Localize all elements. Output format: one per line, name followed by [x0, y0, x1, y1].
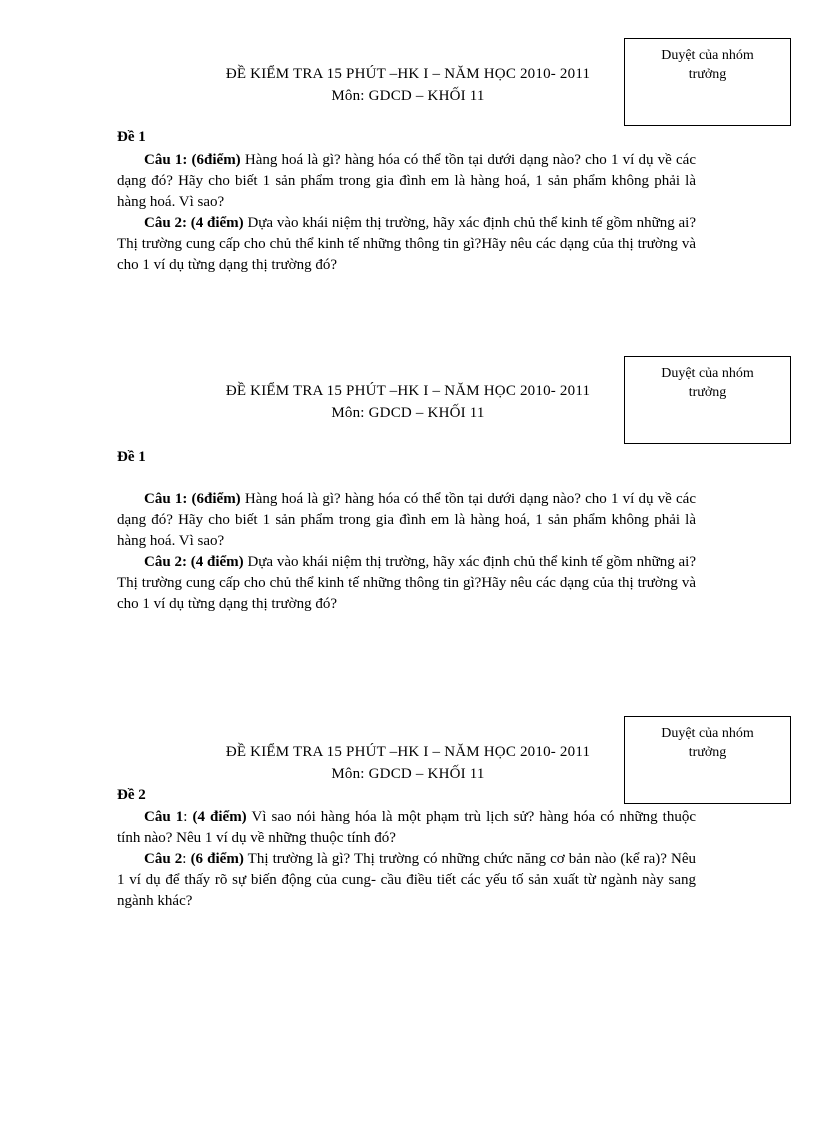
approval-box	[624, 356, 791, 444]
question-1-label: Câu 1: (6điểm)	[144, 152, 241, 168]
exam-title: ĐỀ KIỂM TRA 15 PHÚT –HK I – NĂM HỌC 2010- 2011	[225, 744, 591, 760]
question-2-text: Dựa vào khái niệm thị trường, hãy xác định chủ thể kinh tế gồm những ai? Thị trường cung cấp cho chủ thể kinh tế những thông tin gì?Hãy nêu các dạng của thị trường và cho 1 ví dụ từng dạng thị trường đó?	[117, 554, 696, 612]
approval-line1: Duyệt của nhóm	[661, 48, 754, 63]
approval-line1: Duyệt của nhóm	[661, 366, 754, 381]
question-1	[117, 150, 696, 213]
exam-variant-label: Đề 2	[117, 787, 146, 803]
question-2	[117, 213, 696, 276]
question-2-label: Câu 2: (4 điểm)	[144, 215, 244, 231]
approval-line2: trưởng	[688, 67, 727, 82]
question-1-text: Vì sao nói hàng hóa là một phạm trù lịch sử? hàng hóa có những thuộc tính nào? Nêu 1 ví dụ về những thuộc tính đó?	[117, 809, 696, 846]
question-1-colon: :	[183, 809, 193, 825]
question-2-label: Câu 2: (4 điểm)	[144, 554, 244, 570]
question-1-text: Hàng hoá là gì? hàng hóa có thể tồn tại dưới dạng nào? cho 1 ví dụ về các dạng đó? Hãy cho biết 1 sản phẩm trong gia đình em là hàng hoá, 1 sản phẩm không phải là hàng hoá. Vì sao?	[117, 491, 696, 549]
approval-line1: Duyệt của nhóm	[661, 726, 754, 741]
exam-title: ĐỀ KIỂM TRA 15 PHÚT –HK I – NĂM HỌC 2010- 2011	[225, 383, 591, 399]
question-1-text: Hàng hoá là gì? hàng hóa có thể tồn tại dưới dạng nào? cho 1 ví dụ về các dạng đó? Hãy cho biết 1 sản phẩm trong gia đình em là hàng hoá, 1 sản phẩm không phải là hàng hoá. Vì sao?	[117, 152, 696, 210]
exam-subject: Môn: GDCD – KHỐI 11	[331, 766, 485, 782]
approval-line2: trưởng	[688, 385, 727, 400]
question-2-colon: :	[182, 851, 191, 867]
question-2-points: (6 điểm)	[190, 851, 244, 867]
question-2	[117, 552, 696, 615]
question-1-points: (4 điểm)	[192, 809, 247, 825]
question-1-label: Câu 1: (6điểm)	[144, 491, 241, 507]
exam-subject: Môn: GDCD – KHỐI 11	[331, 405, 485, 421]
question-2	[117, 849, 696, 912]
question-2-text: Thị trường là gì? Thị trường có những chức năng cơ bản nào (kể ra)? Nêu 1 ví dụ để thấy rõ sự biến động của cung- cầu điều tiết các yếu tố sản xuất từ ngành này sang ngành khác?	[117, 851, 696, 909]
question-1	[117, 489, 696, 552]
approval-line2: trưởng	[688, 745, 727, 760]
exam-variant-label: Đề 1	[117, 449, 146, 465]
question-2-text: Dựa vào khái niệm thị trường, hãy xác định chủ thể kinh tế gồm những ai? Thị trường cung cấp cho chủ thể kinh tế những thông tin gì?Hãy nêu các dạng của thị trường và cho 1 ví dụ từng dạng thị trường đó?	[117, 215, 696, 273]
exam-title: ĐỀ KIỂM TRA 15 PHÚT –HK I – NĂM HỌC 2010- 2011	[225, 66, 591, 82]
exam-variant-label: Đề 1	[117, 129, 146, 145]
question-1-label: Câu 1	[144, 809, 184, 825]
question-1	[117, 807, 696, 849]
exam-subject: Môn: GDCD – KHỐI 11	[331, 88, 485, 104]
question-2-label: Câu 2	[144, 851, 183, 867]
